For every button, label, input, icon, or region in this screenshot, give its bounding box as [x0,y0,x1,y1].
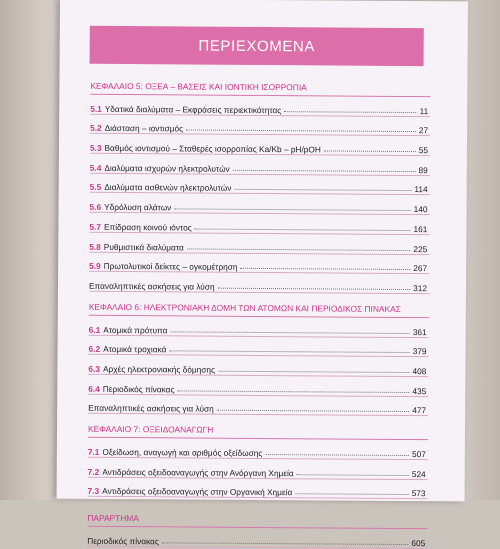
entry-number: 5.2 [90,123,102,134]
entry-page-number: 114 [414,184,428,195]
toc-entry [90,193,430,215]
entry-number: 5.5 [89,182,102,193]
dot-leader [265,454,409,456]
entry-page-number: 225 [413,243,428,254]
entry-number: 5.6 [89,201,102,212]
entry-title: Αρχές ηλεκτρονιακής δόμησης [102,363,216,375]
entry-number: 6.1 [88,324,101,335]
entry-number: 7.3 [87,486,100,497]
dot-leader [218,371,410,373]
entry-title: Επαναληπτικές ασκήσεις για λύση [88,403,214,414]
entry-number: 5.8 [89,241,101,252]
entry-page-number: 435 [412,385,427,396]
appendix-section [87,511,427,549]
dot-leader [234,189,411,191]
entry-page-number: 361 [412,326,427,337]
entry-number: 6.3 [88,363,101,374]
entry-number: 7.1 [87,446,100,457]
entry-page-number: 524 [411,468,426,479]
entry-number: 5.7 [89,221,101,232]
entry-title: Αντιδράσεις οξειδοαναγωγής στην Οργανική Χημεία [102,486,293,498]
dot-leader [324,150,416,152]
dot-leader [195,228,411,231]
dot-leader [241,268,411,270]
entry-page-number: 161 [413,223,428,234]
entry-page-number: 507 [411,449,426,460]
toc-entry [89,316,429,338]
entry-number: 5.3 [89,142,102,153]
toc-entry [90,114,430,136]
entry-title: Διάσταση – ιοντισμός [104,123,184,134]
entry-number: 5.4 [89,162,102,173]
entry-title: Υδατικά διαλύματα – Εκφράσεις περιεκτικότητας [104,103,282,115]
toc-entry [88,394,428,416]
toc-entry [90,174,430,196]
toc-entry [90,134,430,156]
toc-entry [89,335,429,357]
chapter-section [88,300,429,417]
entry-page-number: 312 [413,282,428,294]
chapter-section [89,79,430,294]
dot-leader [217,410,410,412]
entry-number: 6.4 [88,383,100,394]
entry-number: 5.1 [90,103,102,114]
entry-page-number: 477 [412,405,427,416]
contents-title: ΠΕΡΙΕΧΟΜΕΝΑ [198,37,316,55]
dot-leader [297,474,409,476]
chapter-section [88,422,429,499]
entry-title: Αντιδράσεις οξειδοαναγωγής στην Ανόργανη Χημεία [102,466,294,478]
dot-leader [170,331,409,334]
toc-entry [88,438,428,460]
entry-title: Επαναληπτικές ασκήσεις για λύση [88,280,215,292]
entry-title: Οξείδωση, αναγωγή και αριθμός οξείδωσης [102,446,263,458]
entry-title: Ατομικά τροχιακά [103,344,167,355]
toc-entry [88,375,428,397]
dot-leader [177,390,409,393]
entry-title: Περιοδικός πίνακας [87,535,159,547]
entry-page-number: 140 [413,204,428,215]
toc-entry [90,95,430,117]
entry-page-number: 55 [418,145,428,156]
dot-leader [174,209,410,212]
entry-title: Βαθμός ιοντισμού – Σταθερές ισορροπίας Ka/Kb – pH/pOH [104,142,321,155]
entry-title: Διαλύματα ισχυρών ηλεκτρολυτών [104,162,230,174]
entry-page-number: 267 [413,263,428,274]
dot-leader [186,130,416,133]
entry-number: 7.2 [87,466,100,477]
entry-page-number: 379 [412,346,427,357]
entry-page-number: 605 [411,538,426,549]
entry-title: Ρυθμιστικά διαλύματα [103,241,184,252]
table-of-contents [87,71,430,549]
appendix-heading: ΠΑΡΑΡΤΗΜΑ [87,511,427,529]
toc-entry [89,233,429,255]
toc-entry [89,272,429,294]
toc-entry [88,355,428,377]
dot-leader [284,111,416,113]
toc-entry [89,213,429,235]
entry-page-number: 27 [418,125,429,136]
book-page [57,0,468,549]
entry-number: 6.2 [88,344,101,355]
entry-number: 5.9 [89,260,101,272]
dot-leader [169,351,409,354]
toc-entry [89,252,429,274]
entry-title: Επίδραση κοινού ιόντος [103,221,192,233]
toc-entry [90,154,430,176]
chapter-heading: ΚΕΦΑΛΑΙΟ 5: ΟΞΕΑ – ΒΑΣΕΙΣ ΚΑΙ ΙΟΝΤΙΚΗ ΙΣΟΡΡΟΠΙΑ [90,79,430,97]
entry-title: Περιοδικός πίνακας [102,383,175,395]
dot-leader [295,494,408,496]
toc-entry [87,527,427,549]
dot-leader [187,248,411,251]
dot-leader [162,542,409,545]
toc-entry [88,458,428,480]
entry-page-number: 573 [411,488,426,499]
chapter-heading: ΚΕΦΑΛΑΙΟ 6: ΗΛΕΚΤΡΟΝΙΑΚΗ ΔΟΜΗ ΤΩΝ ΑΤΟΜΩΝ ΚΑΙ ΠΕΡΙΟΔΙΚΟΣ ΠΙΝΑΚΑΣ [89,300,429,318]
entry-page-number: 408 [412,365,427,377]
dot-leader [218,288,411,290]
toc-entry [88,477,428,499]
contents-banner [90,26,424,66]
entry-title: Ατομικά πρότυπα [103,324,168,335]
entry-title: Διαλύματα ασθενών ηλεκτρολυτών [104,182,232,194]
chapter-heading: ΚΕΦΑΛΑΙΟ 7: ΟΞΕΙΔΟΑΝΑΓΩΓΗ [88,422,428,440]
dot-leader [233,170,416,172]
entry-page-number: 89 [418,164,428,175]
entry-page-number: 11 [419,105,429,116]
entry-title: Πρωτολυτικοί δείκτες – ογκομέτρηση [103,261,238,273]
entry-title: Υδρόλυση αλάτων [104,202,172,213]
